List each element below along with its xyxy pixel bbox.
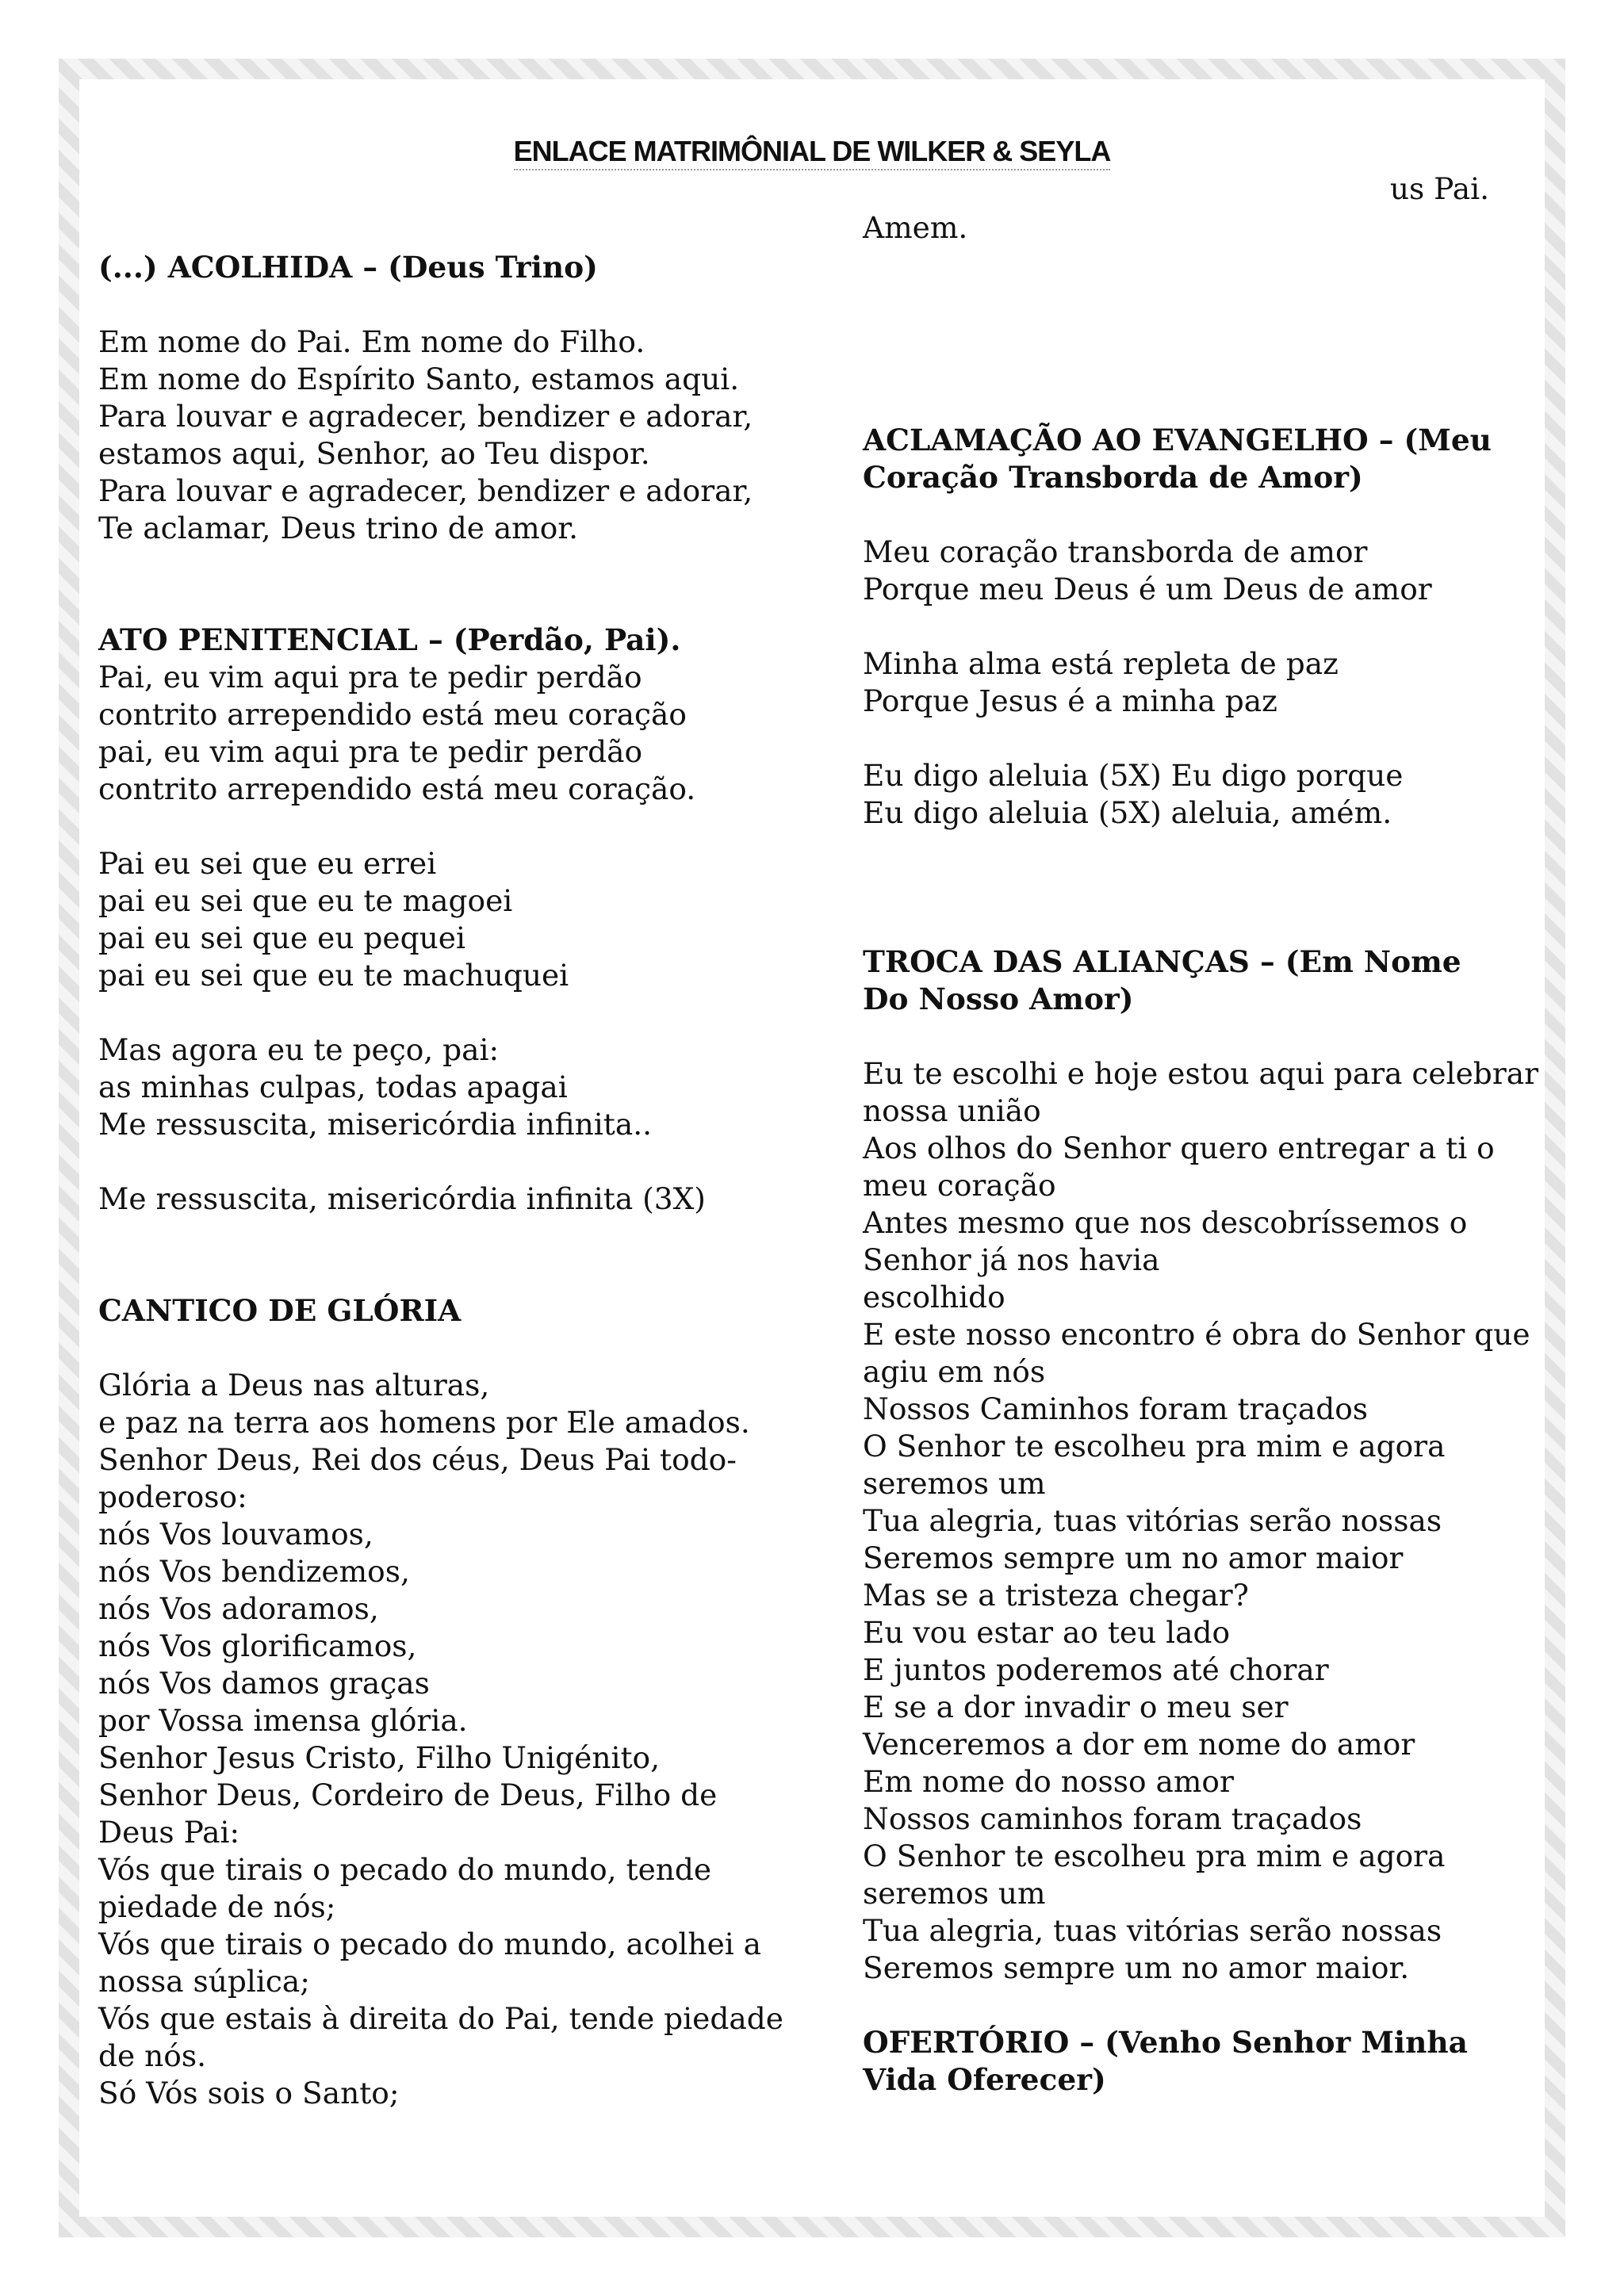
lyric-line: Mas se a tristeza chegar?	[863, 1578, 1249, 1613]
lyric-line: nós Vos louvamos,	[98, 1517, 373, 1552]
lyric-line: nós Vos adoramos,	[98, 1591, 379, 1626]
lyric-line: Eu digo aleluia (5X) Eu digo porque	[863, 758, 1404, 793]
lyric-line: pai, eu vim aqui pra te pedir perdão	[98, 734, 643, 769]
section-heading-aliancas-line1: TROCA DAS ALIANÇAS – (Em Nome	[863, 944, 1461, 979]
lyric-line: Em nome do Pai. Em nome do Filho.	[98, 324, 645, 359]
lyric-line: Só Vós sois o Santo;	[98, 2076, 400, 2110]
lyric-line: Em nome do nosso amor	[863, 1764, 1234, 1799]
lyric-line: estamos aqui, Senhor, ao Teu dispor.	[98, 436, 650, 471]
lyric-line: Glória a Deus nas alturas,	[98, 1368, 490, 1402]
penitencial-stanza-3	[98, 1031, 788, 1143]
lyric-line: O Senhor te escolheu pra mim e agora	[863, 1839, 1446, 1873]
acolhida-lyrics	[98, 323, 788, 547]
section-heading-aclamacao-line1: ACLAMAÇÃO AO EVANGELHO – (Meu	[863, 423, 1492, 457]
section-heading-ofertorio-line1: OFERTÓRIO – (Venho Senhor Minha	[863, 2025, 1468, 2060]
lyric-line: Para louvar e agradecer, bendizer e adorar,	[98, 399, 753, 434]
lyric-line: nós Vos bendizemos,	[98, 1554, 410, 1589]
lyric-line: contrito arrependido está meu coração	[98, 697, 687, 732]
lyric-line: pai eu sei que eu te machuquei	[98, 958, 569, 993]
lyric-line: E se a dor invadir o meu ser	[863, 1689, 1289, 1724]
gloria-lyrics	[98, 1367, 788, 2112]
lyric-line: Me ressuscita, misericórdia infinita..	[98, 1107, 653, 1142]
section-heading-acolhida: (...) ACOLHIDA – (Deus Trino)	[98, 250, 598, 285]
lyric-line: contrito arrependido está meu coração.	[98, 771, 696, 806]
lyric-line: poderoso:	[98, 1479, 247, 1514]
lyric-line: Nossos caminhos foram traçados	[863, 1801, 1362, 1836]
lyric-line: Senhor Deus, Rei dos céus, Deus Pai todo-	[98, 1442, 737, 1477]
carryover-fragment: us Pai.	[1389, 171, 1489, 206]
penitencial-stanza-1	[98, 659, 788, 808]
lyric-line: Nossos Caminhos foram traçados	[863, 1391, 1369, 1426]
page-title	[0, 135, 1624, 168]
lyric-line: Tua alegria, tuas vitórias serão nossas	[863, 1503, 1442, 1538]
lyric-line: nossa súplica;	[98, 1964, 310, 1999]
lyric-line: e paz na terra aos homens por Ele amados.	[98, 1405, 750, 1440]
lyric-line: seremos um	[863, 1466, 1046, 1501]
lyric-line: agiu em nós	[863, 1354, 1046, 1389]
section-heading-aclamacao-line2: Coração Transborda de Amor)	[863, 460, 1363, 495]
aclamacao-stanza-2	[863, 645, 1561, 720]
aliancas-lyrics	[863, 1055, 1561, 1987]
lyric-line: nós Vos glorificamos,	[98, 1628, 417, 1663]
lyric-line: Eu vou estar ao teu lado	[863, 1615, 1231, 1650]
section-heading-gloria: CANTICO DE GLÓRIA	[98, 1293, 462, 1328]
aclamacao-stanza-1	[863, 534, 1561, 608]
right-column	[863, 422, 1561, 2099]
lyric-line: Venceremos a dor em nome do amor	[863, 1727, 1415, 1762]
lyric-line: seremos um	[863, 1876, 1046, 1911]
section-heading-ofertorio-line2: Vida Oferecer)	[863, 2062, 1106, 2097]
lyric-line: pai eu sei que eu pequei	[98, 920, 465, 955]
lyric-line: Aos olhos do Senhor quero entregar a ti o	[863, 1131, 1495, 1165]
lyric-line: por Vossa imensa glória.	[98, 1703, 468, 1738]
penitencial-stanza-2	[98, 845, 788, 994]
lyric-line: Vós que tirais o pecado do mundo, acolhei a	[98, 1927, 762, 1961]
lyric-line: pai eu sei que eu te magoei	[98, 883, 513, 918]
section-heading-penitencial: ATO PENITENCIAL – (Perdão, Pai).	[98, 622, 681, 657]
lyric-line: nós Vos damos graças	[98, 1666, 430, 1701]
lyric-line: Eu digo aleluia (5X) aleluia, amém.	[863, 795, 1392, 830]
lyric-line: E juntos poderemos até chorar	[863, 1652, 1329, 1687]
lyric-line: de nós.	[98, 2038, 207, 2073]
lyric-line: Pai, eu vim aqui pra te pedir perdão	[98, 660, 642, 695]
lyric-line: Senhor já nos havia	[863, 1242, 1160, 1277]
lyric-line: Meu coração transborda de amor	[863, 534, 1368, 569]
lyric-line: Pai eu sei que eu errei	[98, 846, 437, 881]
lyric-line: Tua alegria, tuas vitórias serão nossas	[863, 1913, 1442, 1948]
lyric-line: Me ressuscita, misericórdia infinita (3X)	[98, 1181, 706, 1216]
lyric-line: piedade de nós;	[98, 1889, 336, 1924]
section-heading-aliancas-line2: Do Nosso Amor)	[863, 982, 1134, 1016]
lyric-line: Senhor Jesus Cristo, Filho Unigénito,	[98, 1740, 661, 1775]
lyric-line: Senhor Deus, Cordeiro de Deus, Filho de	[98, 1777, 718, 1812]
lyric-line: Porque Jesus é a minha paz	[863, 683, 1277, 718]
lyric-line: O Senhor te escolheu pra mim e agora	[863, 1429, 1446, 1464]
lyric-line: Para louvar e agradecer, bendizer e adorar,	[98, 473, 753, 508]
lyric-line: Minha alma está repleta de paz	[863, 646, 1339, 681]
penitencial-stanza-4	[98, 1181, 788, 1218]
page-title-text: ENLACE MATRIMÔNIAL DE WILKER & SEYLA	[514, 135, 1111, 170]
aclamacao-stanza-3	[863, 757, 1561, 832]
lyric-line: Vós que tirais o pecado do mundo, tende	[98, 1852, 712, 1887]
lyric-line: Deus Pai:	[98, 1815, 240, 1850]
lyric-line: Te aclamar, Deus trino de amor.	[98, 511, 579, 545]
lyric-line: Vós que estais à direita do Pai, tende piedade	[98, 2001, 783, 2036]
lyric-line: Antes mesmo que nos descobríssemos o	[863, 1205, 1468, 1240]
lyric-line: Seremos sempre um no amor maior	[863, 1540, 1404, 1575]
lyric-line: escolhido	[863, 1280, 1005, 1314]
carryover-amen: Amem.	[863, 210, 968, 245]
lyric-line: E este nosso encontro é obra do Senhor que	[863, 1317, 1530, 1352]
lyric-line: Eu te escolhi e hoje estou aqui para celebrar	[863, 1056, 1539, 1091]
lyric-line: Seremos sempre um no amor maior.	[863, 1950, 1410, 1985]
lyric-line: as minhas culpas, todas apagai	[98, 1070, 568, 1104]
lyric-line: Em nome do Espírito Santo, estamos aqui.	[98, 362, 740, 396]
lyric-line: meu coração	[863, 1168, 1056, 1203]
lyric-line: nossa união	[863, 1093, 1041, 1128]
lyric-line: Porque meu Deus é um Deus de amor	[863, 572, 1432, 607]
left-column	[98, 249, 788, 2112]
lyric-line: Mas agora eu te peço, pai:	[98, 1032, 500, 1067]
